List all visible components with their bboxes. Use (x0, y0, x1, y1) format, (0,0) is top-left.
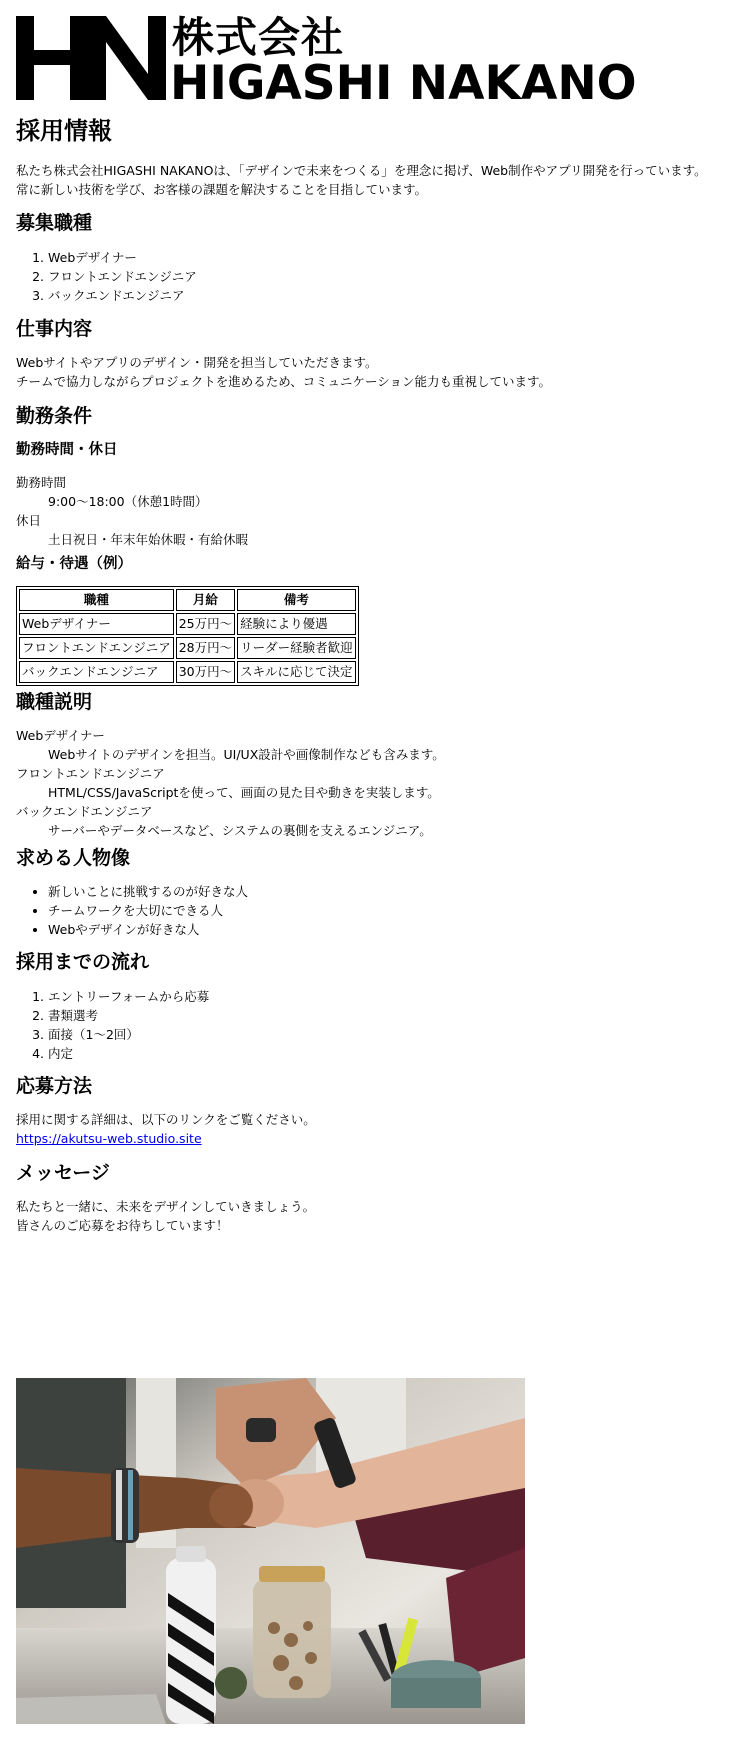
intro-text (16, 161, 707, 199)
salary-heading: 給与・待遇（例） (16, 556, 132, 572)
table-row (19, 661, 356, 683)
recruit-link[interactable]: https://akutsu-web.studio.site (16, 1131, 202, 1146)
flow-heading: 採用までの流れ (16, 951, 150, 973)
flow-list (16, 987, 209, 1063)
table-header-row (19, 589, 356, 611)
list-item: 3. バックエンドエンジニア (48, 286, 197, 305)
apply-description: 採用に関する詳細は、以下のリンクをご覧ください。 (16, 1112, 316, 1127)
company-name-text: HIGASHI NAKANO (170, 56, 637, 111)
holiday-value: 土日祝日・年末年始休暇・有給休暇 (48, 532, 249, 547)
description-term: バックエンドエンジニア (16, 804, 153, 819)
list-item: 1. Webデザイナー (48, 248, 197, 267)
table-cell: 30万円〜 (176, 661, 235, 683)
ideal-heading: 求める人物像 (16, 847, 131, 869)
message-line-1: 私たちと一緒に、未来をデザインしていきましょう。 (16, 1199, 316, 1214)
table-cell: リーダー経験者歓迎 (237, 637, 356, 659)
list-item: 4. 内定 (48, 1044, 209, 1063)
hours-value: 9:00〜18:00（休憩1時間） (48, 494, 208, 509)
table-header-cell: 備考 (237, 589, 356, 611)
hn-logo-mark (16, 16, 166, 100)
hours-label: 勤務時間 (16, 475, 67, 490)
job-content-line-1: Webサイトやアプリのデザイン・開発を担当していただきます。 (16, 355, 378, 370)
description-text: HTML/CSS/JavaScriptを使って、画面の見た目や動きを実装します。 (48, 785, 440, 800)
description-term: Webデザイナー (16, 728, 105, 743)
table-row (19, 637, 356, 659)
job-content-text (16, 353, 551, 391)
table-cell: バックエンドエンジニア (19, 661, 174, 683)
descriptions-list (16, 726, 445, 840)
list-item: 1. エントリーフォームから応募 (48, 987, 209, 1006)
description-text: サーバーやデータベースなど、システムの裏側を支えるエンジニア。 (48, 823, 432, 838)
salary-table (16, 586, 359, 686)
hours-heading: 勤務時間・休日 (16, 442, 118, 458)
list-item: • 新しいことに挑戦するのが好きな人 (48, 882, 248, 901)
table-cell: スキルに応じて決定 (237, 661, 356, 683)
hours-list (16, 473, 248, 549)
description-text: Webサイトのデザインを担当。UI/UX設計や画像制作なども含みます。 (48, 747, 445, 762)
table-cell: Webデザイナー (19, 613, 174, 635)
team-photo (16, 1378, 525, 1724)
company-logo[interactable] (16, 13, 720, 111)
list-item: • チームワークを大切にできる人 (48, 901, 248, 920)
intro-line-2: 常に新しい技術を学び、お客様の課題を解決することを目指しています。 (16, 182, 428, 197)
job-content-heading: 仕事内容 (16, 318, 93, 340)
positions-list (16, 248, 197, 305)
table-header-cell: 職種 (19, 589, 174, 611)
list-item: 2. フロントエンドエンジニア (48, 267, 197, 286)
table-cell: 28万円〜 (176, 637, 235, 659)
descriptions-heading: 職種説明 (16, 691, 93, 713)
table-cell: 25万円〜 (176, 613, 235, 635)
ideal-list (16, 882, 248, 939)
message-text (16, 1197, 315, 1235)
message-line-2: 皆さんのご応募をお待ちしています！ (16, 1218, 229, 1233)
team-fist-bump-photo (16, 1378, 525, 1724)
table-row (19, 613, 356, 635)
conditions-heading: 勤務条件 (16, 405, 93, 427)
table-cell: フロントエンドエンジニア (19, 637, 174, 659)
apply-heading: 応募方法 (16, 1075, 93, 1097)
table-header-cell: 月給 (176, 589, 235, 611)
page-title: 採用情報 (16, 117, 112, 145)
company-type-text: 株式会社 (172, 13, 345, 62)
intro-line-1: 私たち株式会社HIGASHI NAKANOは、「デザインで未来をつくる」を理念に掲げ、Web制作やアプリ開発を行っています。 (16, 163, 707, 178)
list-item: 2. 書類選考 (48, 1006, 209, 1025)
table-cell: 経験により優遇 (237, 613, 356, 635)
positions-heading: 募集職種 (16, 212, 93, 234)
message-heading: メッセージ (16, 1162, 110, 1184)
description-term: フロントエンドエンジニア (16, 766, 165, 781)
list-item: • Webやデザインが好きな人 (48, 920, 248, 939)
list-item: 3. 面接（1〜2回） (48, 1025, 209, 1044)
job-content-line-2: チームで協力しながらプロジェクトを進めるため、コミュニケーション能力も重視しています。 (16, 374, 552, 389)
hn-monogram-icon (16, 16, 166, 100)
apply-text (16, 1110, 316, 1148)
holiday-label: 休日 (16, 513, 42, 528)
